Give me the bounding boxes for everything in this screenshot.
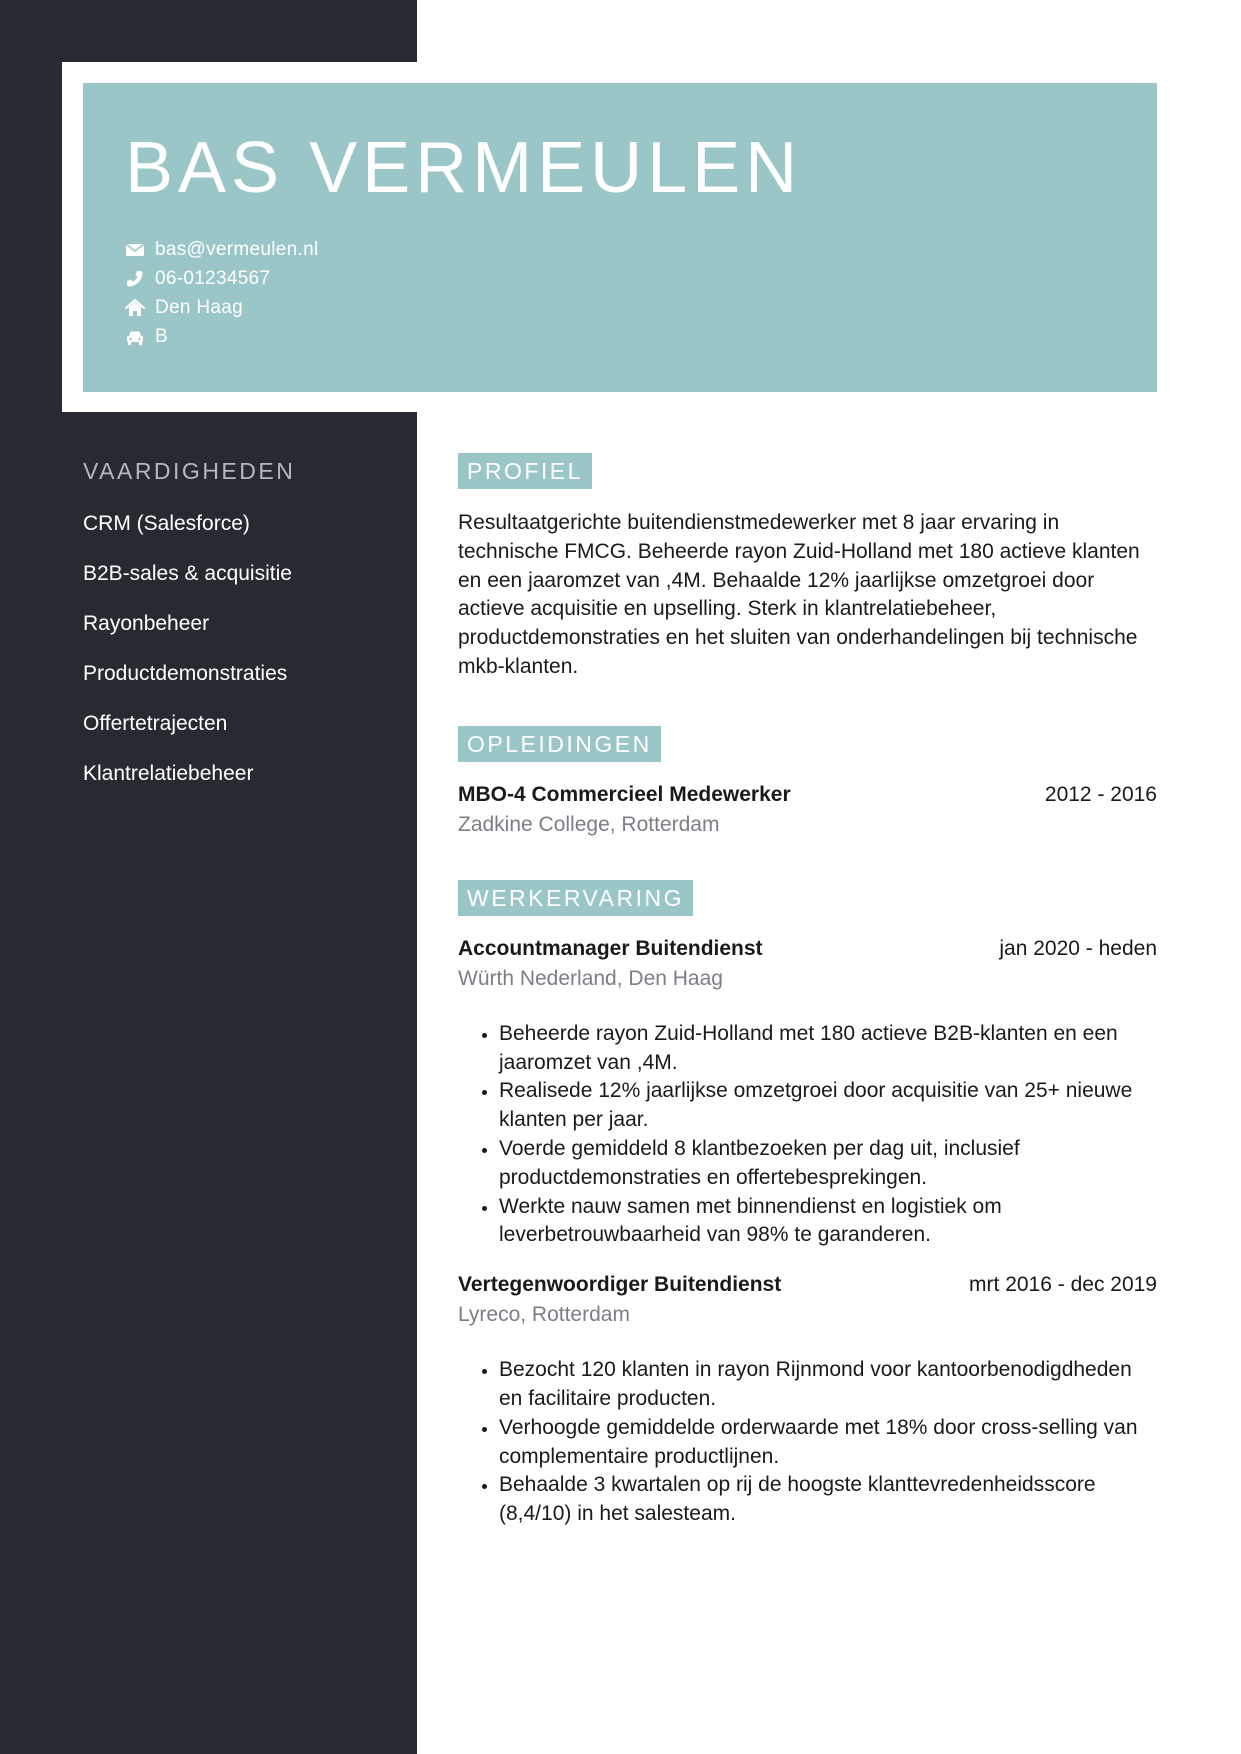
education-date: 2012 - 2016 — [1044, 782, 1157, 806]
list-item: • Behaalde 3 kwartalen op rij de hoogste klanttevredenheidsscore (8,4/10) in het salesteam. — [499, 1471, 1157, 1529]
contact-email — [125, 235, 319, 264]
city-text: Den Haag — [155, 296, 243, 318]
job-company: Lyreco, Rotterdam — [458, 1303, 630, 1327]
job-date: jan 2020 - heden — [999, 936, 1157, 960]
skill-item: Productdemonstraties — [83, 662, 288, 685]
list-item: • Bezocht 120 klanten in rayon Rijnmond voor kantoorbenodigdheden en facilitaire producten. — [499, 1356, 1157, 1414]
skills-section — [83, 453, 383, 809]
candidate-name: BAS VERMEULEN — [125, 128, 803, 208]
phone-icon — [125, 269, 145, 289]
skill-item: CRM (Salesforce) — [83, 512, 250, 535]
skill-item: Offertetrajecten — [83, 712, 228, 735]
skill-item: B2B-sales & acquisitie — [83, 562, 292, 585]
phone-text: 06-01234567 — [155, 267, 271, 289]
list-item: • Realisede 12% jaarlijkse omzetgroei door acquisitie van 25+ nieuwe klanten per jaar. — [499, 1077, 1157, 1135]
experience-section — [458, 880, 1157, 1529]
contact-phone — [125, 264, 319, 293]
license-text: B — [155, 325, 168, 347]
experience-entry-header — [458, 1270, 1157, 1300]
skills-title: VAARDIGHEDEN — [83, 458, 296, 484]
contact-city — [125, 293, 319, 322]
header — [83, 83, 1157, 392]
profile-section — [458, 453, 1157, 682]
job-bullets — [458, 1020, 1157, 1250]
email-text: bas@vermeulen.nl — [155, 238, 319, 260]
education-title: OPLEIDINGEN — [458, 726, 661, 762]
envelope-icon — [125, 240, 145, 260]
job-bullets — [458, 1356, 1157, 1529]
experience-entry — [458, 934, 1157, 1250]
list-item: • Werkte nauw samen met binnendienst en logistiek om leverbetrouwbaarheid van 98% te garanderen. — [499, 1193, 1157, 1251]
education-degree: MBO-4 Commercieel Medewerker — [458, 782, 791, 806]
experience-title: WERKERVARING — [458, 880, 693, 916]
job-title: Vertegenwoordiger Buitendienst — [458, 1273, 782, 1297]
list-item: • Verhoogde gemiddelde orderwaarde met 18% door cross-selling van complementaire productlijnen. — [499, 1414, 1157, 1472]
job-company: Würth Nederland, Den Haag — [458, 966, 723, 990]
job-date: mrt 2016 - dec 2019 — [969, 1273, 1157, 1297]
list-item: • Voerde gemiddeld 8 klantbezoeken per dag uit, inclusief productdemonstraties en offertebesprekingen. — [499, 1135, 1157, 1193]
education-section — [458, 726, 1157, 840]
profile-text: Resultaatgerichte buitendienstmedewerker met 8 jaar ervaring in technische FMCG. Beheerde rayon Zuid-Holland met 180 actieve klanten en een jaaromzet van ,4M. Behaalde 12% jaarlijkse omzetgroei door actieve acquisitie en upselling. Sterk in klantrelatiebeheer, productdemonstraties en het sluiten van onderhandelingen bij technische mkb-klanten. — [458, 511, 1140, 678]
car-icon — [125, 327, 145, 347]
profile-title: PROFIEL — [458, 453, 592, 489]
contact-list — [125, 235, 319, 351]
education-school: Zadkine College, Rotterdam — [458, 812, 720, 836]
experience-entry — [458, 1270, 1157, 1529]
education-entry-header — [458, 780, 1157, 810]
skill-item: Rayonbeheer — [83, 612, 210, 635]
contact-license — [125, 322, 319, 351]
job-title: Accountmanager Buitendienst — [458, 936, 763, 960]
main-content — [458, 453, 1157, 1529]
home-icon — [125, 298, 145, 318]
list-item: • Beheerde rayon Zuid-Holland met 180 actieve B2B-klanten en een jaaromzet van ,4M. — [499, 1020, 1157, 1078]
experience-entry-header — [458, 934, 1157, 964]
skills-list — [83, 509, 383, 809]
skill-item: Klantrelatiebeheer — [83, 762, 254, 785]
